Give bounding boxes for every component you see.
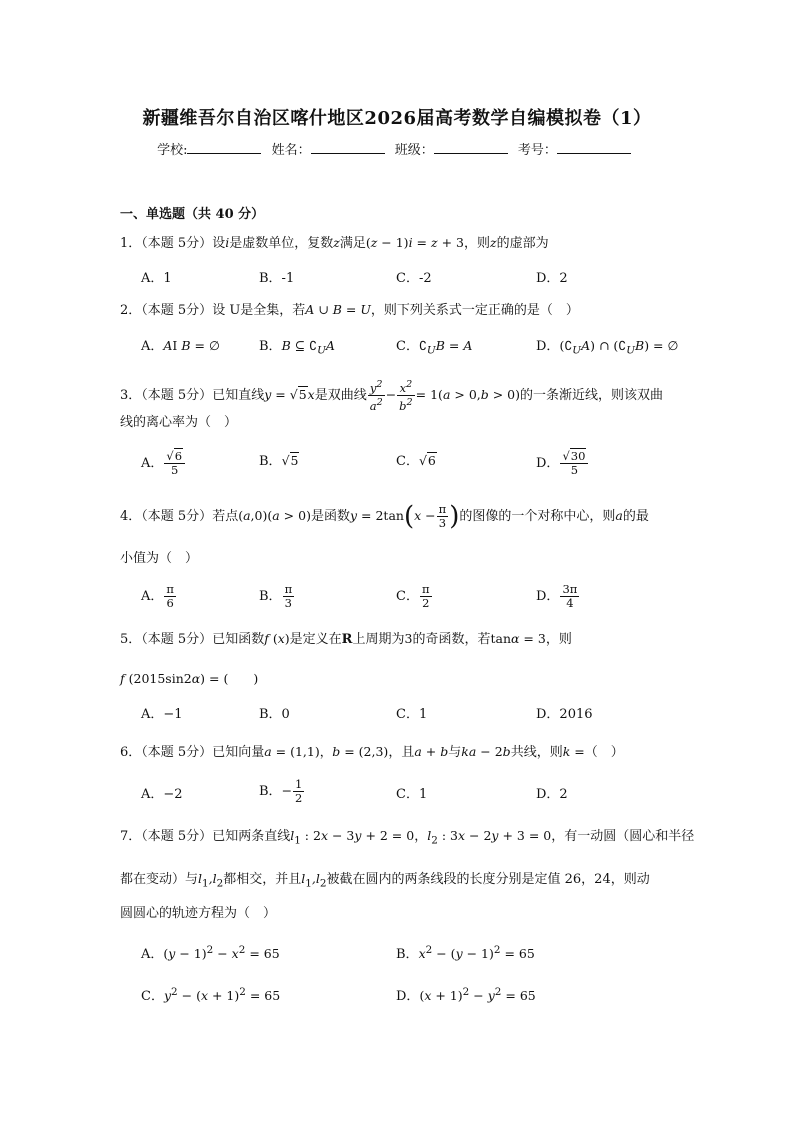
option-c[interactable]: C．-2 <box>396 271 432 286</box>
question-stem: 的奇函数，若 <box>412 632 491 647</box>
question-stem: 的虚部为 <box>496 236 549 251</box>
class-field[interactable] <box>434 141 508 154</box>
option-d[interactable]: D．$(x + 1)^2 - y^2 = 65$ <box>396 986 536 1005</box>
question-score: （本题 5分） <box>141 303 213 318</box>
question-3: 3．（本题 5分）已知直线y = √5x是双曲线 $\frac{y^2}{a^2}$ − $\frac{x^2}{b^2}$ = 1(a > 0,b > 0)的一条渐近线，则该双曲 <box>120 379 664 413</box>
question-stem: 是函数 <box>310 509 350 524</box>
option-d[interactable]: D．2016 <box>536 707 593 722</box>
student-info-line <box>0 139 794 158</box>
option-d[interactable]: D． $\frac{3\pi}{4}$ <box>536 582 578 610</box>
option-a[interactable]: A．−1 <box>141 707 183 722</box>
question-1: 1．（本题 5分）设i是虚数单位，复数z满足(z − 1)i = z + 3，则z的虚部为 <box>120 235 549 251</box>
question-stem: 已知两条直线 <box>212 829 291 844</box>
question-7: 7．（本题 5分）已知两条直线$l_1$ : 2x − 3y + 2 = 0，$l_2$ : 3x − 2y + 3 = 0，有一动圆（圆心和半径 <box>120 828 695 847</box>
question-stem: 满足 <box>339 236 366 251</box>
question-score: （本题 5分） <box>141 509 213 524</box>
option-d[interactable]: D．$(∁_UA)$ ∩ $(∁_UB)$ = ∅ <box>536 338 679 357</box>
question-4: 4．（本题 5分）若点(a,0)(a > 0)是函数y = 2tan(x − $\frac{\pi}{3}$ )的图像的一个对称中心，则a的最 <box>120 501 649 532</box>
question-3-line2: 线的离心率为（ ） <box>120 415 238 430</box>
option-b[interactable]: B．− $\frac{1}{2}$ <box>259 777 303 805</box>
option-c[interactable]: C．$∁_UB = A$ <box>396 338 473 357</box>
question-stem: 设 U是全集，若 <box>212 303 306 318</box>
option-b[interactable]: B．√5 <box>259 453 299 469</box>
school-label: 学校: <box>157 143 188 158</box>
option-a[interactable]: A． $\frac{\pi}{6}$ <box>141 582 174 610</box>
question-score: （本题 5分） <box>141 236 213 251</box>
option-a[interactable]: A． $\frac{√6}{5}$ <box>141 450 186 477</box>
question-2: 2．（本题 5分）设 U是全集，若A ∪ B = U，则下列关系式一定正确的是（ ） <box>120 302 579 318</box>
option-c[interactable]: C．1 <box>396 787 428 802</box>
question-stem: 共线，则 <box>510 745 563 760</box>
option-d[interactable]: D．2 <box>536 271 568 286</box>
question-stem: 设 <box>212 236 226 251</box>
option-a[interactable]: A．AI B = ∅ <box>141 338 220 354</box>
question-score: （本题 5分） <box>141 387 213 403</box>
question-number: 1． <box>120 236 142 251</box>
question-7-line2: 都在变动）与$l_1,l_2$都相交，并且$l_1,l_2$被截在圆内的两条线段的长度分别是定值 26，24，则动 <box>120 871 650 890</box>
question-stem: 是定义在 <box>289 632 342 647</box>
question-number: 5． <box>120 632 142 647</box>
question-stem: 的一条渐近线，则该双曲 <box>520 387 664 403</box>
question-score: （本题 5分） <box>141 829 213 844</box>
question-stem: 都在变动）与 <box>120 872 199 887</box>
question-stem: R <box>341 632 353 647</box>
question-number: 2． <box>120 303 142 318</box>
question-5: 5．（本题 5分）已知函数f (x)是定义在R上周期为3的奇函数，若tanα = 3，则 <box>120 631 572 647</box>
option-c[interactable]: C． $\frac{\pi}{2}$ <box>396 582 430 610</box>
section-title: 一、单选题（共 40 分） <box>120 207 265 222</box>
option-a[interactable]: A．−2 <box>141 787 183 802</box>
question-stem: ，且 <box>388 745 415 760</box>
question-number: 4． <box>120 509 142 524</box>
option-c[interactable]: C．$y^2 - (x + 1)^2 = 65$ <box>141 986 281 1005</box>
question-stem: 已知函数 <box>212 632 265 647</box>
option-b[interactable]: B．$x^2 - (y - 1)^2 = 65$ <box>396 944 535 963</box>
question-stem: ，则 <box>463 236 490 251</box>
question-7-line3: 圆圆心的轨迹方程为（ ） <box>120 906 277 921</box>
question-5-line2: f (2015sin2α) = ( ) <box>120 671 259 686</box>
question-number: 6． <box>120 745 142 760</box>
question-stem: 3 <box>404 631 413 646</box>
question-stem: 已知向量 <box>212 745 265 760</box>
question-stem: 上周期为 <box>352 632 405 647</box>
question-stem: 是虚数单位，复数 <box>229 236 334 251</box>
question-stem: ，有一动圆（圆心和半径 <box>551 829 695 844</box>
question-number: 7． <box>120 829 142 844</box>
exam-number-field[interactable] <box>557 141 631 154</box>
name-label: 姓名： <box>271 143 311 158</box>
option-b[interactable]: B．0 <box>259 707 290 722</box>
question-stem: 若点 <box>212 509 239 524</box>
option-a[interactable]: A．$(y - 1)^2 - x^2 = 65$ <box>141 944 280 963</box>
question-6: 6．（本题 5分）已知向量a = (1,1)，b = (2,3)，且a + b与ka − 2b共线，则k =（ ） <box>120 744 624 760</box>
question-4-line2: 小值为（ ） <box>120 551 199 566</box>
question-stem: 都相交，并且 <box>223 872 302 887</box>
question-stem: 与 <box>448 745 462 760</box>
option-d[interactable]: D．2 <box>536 787 568 802</box>
exam-number-label: 考号： <box>517 143 557 158</box>
option-c[interactable]: C．1 <box>396 707 428 722</box>
question-stem: 的图像的一个对称中心，则 <box>459 509 616 524</box>
question-stem: ，则 <box>545 632 572 647</box>
option-b[interactable]: B．-1 <box>259 271 295 286</box>
question-stem: 已知直线 <box>212 387 265 403</box>
question-stem: （ ） <box>584 745 624 760</box>
option-c[interactable]: C．√6 <box>396 453 436 469</box>
option-d[interactable]: D． $\frac{√30}{5}$ <box>536 450 589 477</box>
question-score: （本题 5分） <box>141 745 213 760</box>
exam-title: 新疆维吾尔自治区喀什地区2026届高考数学自编模拟卷（1） <box>142 108 652 129</box>
question-stem: 被截在圆内的两条线段的长度分别是定值 26，24，则动 <box>326 872 650 887</box>
option-b[interactable]: B．B ⊆ $∁_UA$ <box>259 338 335 357</box>
question-score: （本题 5分） <box>141 632 213 647</box>
question-number: 3． <box>120 387 142 403</box>
question-stem: 是双曲线 <box>314 387 367 403</box>
class-label: 班级： <box>394 143 434 158</box>
question-stem: ，则下列关系式一定正确的是（ ） <box>370 303 579 318</box>
option-a[interactable]: A．1 <box>141 271 172 286</box>
name-field[interactable] <box>311 141 385 154</box>
question-stem: ， <box>414 829 428 844</box>
question-stem: 的最 <box>622 509 649 524</box>
option-b[interactable]: B． $\frac{\pi}{3}$ <box>259 582 293 610</box>
school-field[interactable] <box>187 141 261 154</box>
